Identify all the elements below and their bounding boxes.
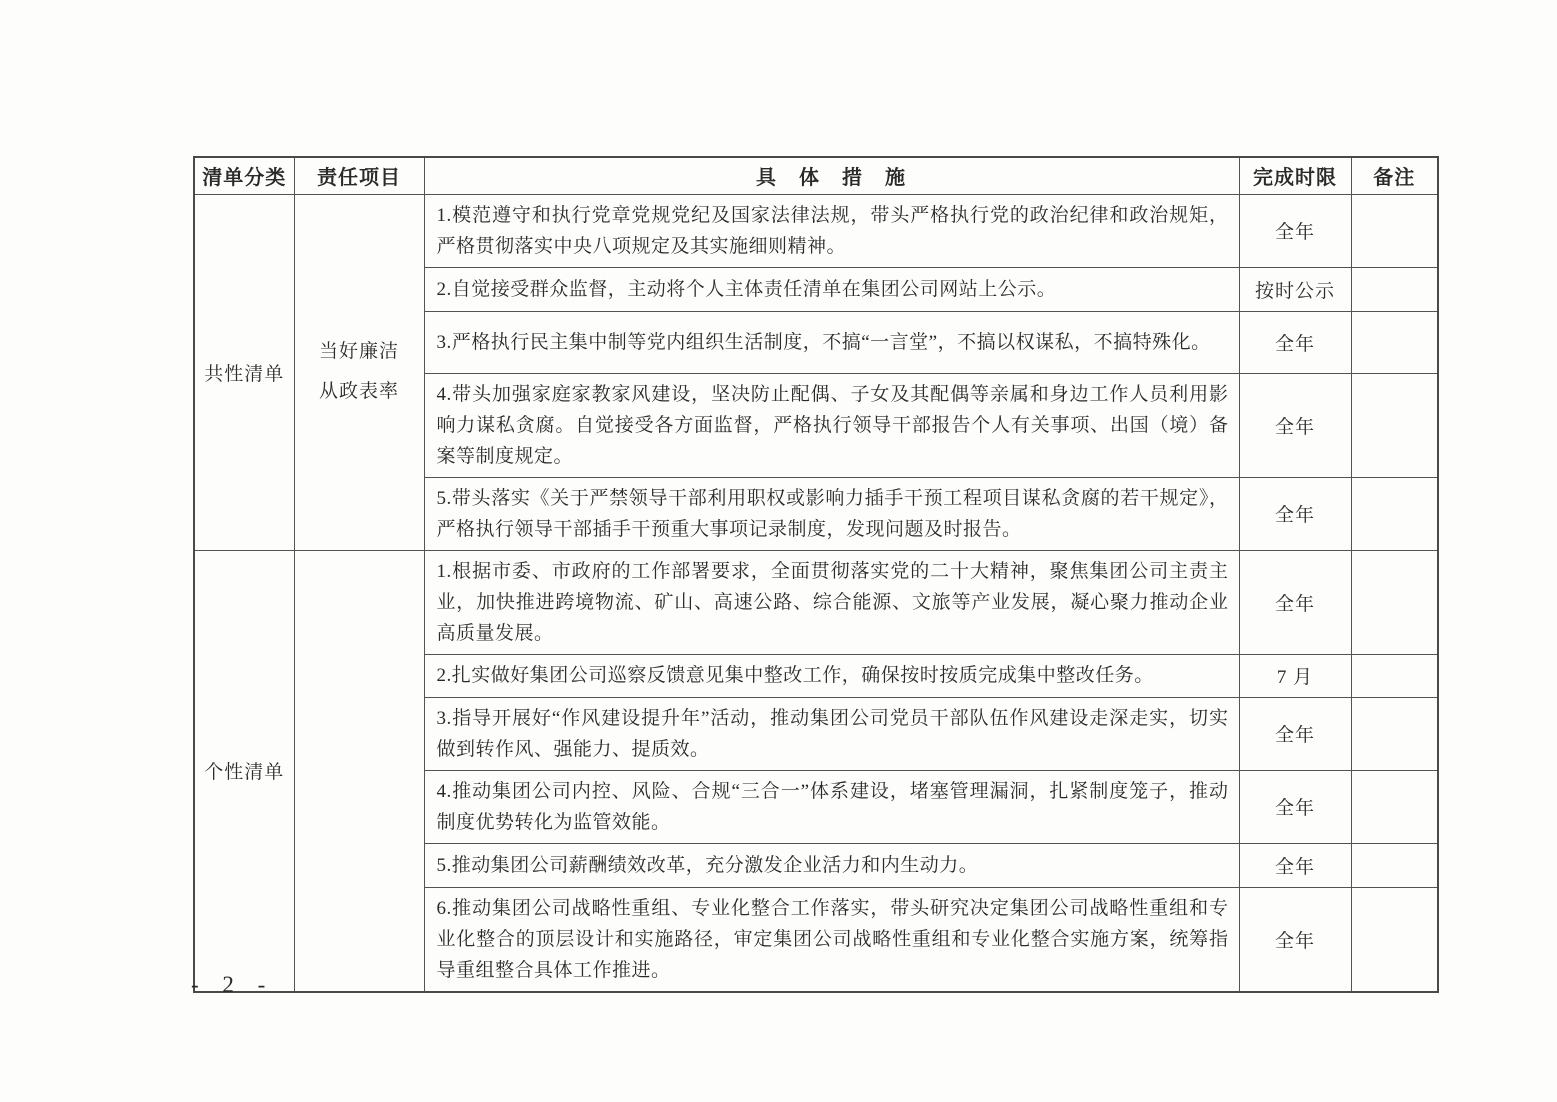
deadline-cell: 全年 [1239,697,1351,770]
measure-cell: 2.自觉接受群众监督，主动将个人主体责任清单在集团公司网站上公示。 [424,267,1239,311]
note-cell [1351,267,1438,311]
note-cell [1351,477,1438,550]
note-cell [1351,770,1438,843]
header-project: 责任项目 [294,157,424,194]
measure-cell: 2.扎实做好集团公司巡察反馈意见集中整改工作，确保按时按质完成集中整改任务。 [424,654,1239,697]
note-cell [1351,887,1438,992]
header-measures: 具 体 措 施 [424,157,1239,194]
responsibility-table [193,156,1439,993]
table-row [194,194,1438,267]
deadline-cell: 按时公示 [1239,267,1351,311]
note-cell [1351,697,1438,770]
table-row [194,550,1438,654]
note-cell [1351,311,1438,373]
note-cell [1351,194,1438,267]
note-cell [1351,654,1438,697]
header-category: 清单分类 [194,157,294,194]
deadline-cell: 全年 [1239,770,1351,843]
measure-cell: 5.带头落实《关于严禁领导干部利用职权或影响力插手干预工程项目谋私贪腐的若干规定》，严格执行领导干部插手干预重大事项记录制度，发现问题及时报告。 [424,477,1239,550]
measure-cell: 3.严格执行民主集中制等党内组织生活制度，不搞“一言堂”，不搞以权谋私，不搞特殊化。 [424,311,1239,373]
note-cell [1351,373,1438,477]
table-header-row [194,157,1438,194]
project-cell-common [294,194,424,550]
category-cell-common: 共性清单 [194,194,294,550]
measure-cell: 3.指导开展好“作风建设提升年”活动，推动集团公司党员干部队伍作风建设走深走实，切实做到转作风、强能力、提质效。 [424,697,1239,770]
project-label: 当好廉洁从政表率 [318,341,399,402]
deadline-cell: 7 月 [1239,654,1351,697]
deadline-cell: 全年 [1239,373,1351,477]
measure-cell: 4.带头加强家庭家教家风建设，坚决防止配偶、子女及其配偶等亲属和身边工作人员利用影响力谋私贪腐。自觉接受各方面监督，严格执行领导干部报告个人有关事项、出国（境）备案等制度规定。 [424,373,1239,477]
deadline-cell: 全年 [1239,887,1351,992]
deadline-cell: 全年 [1239,550,1351,654]
header-note: 备注 [1351,157,1438,194]
page-number: - 2 - [191,972,275,997]
deadline-cell: 全年 [1239,843,1351,887]
deadline-cell: 全年 [1239,477,1351,550]
measure-cell: 5.推动集团公司薪酬绩效改革，充分激发企业活力和内生动力。 [424,843,1239,887]
header-deadline: 完成时限 [1239,157,1351,194]
category-cell-individual: 个性清单 [194,550,294,992]
note-cell [1351,843,1438,887]
measure-cell: 4.推动集团公司内控、风险、合规“三合一”体系建设，堵塞管理漏洞，扎紧制度笼子，推动制度优势转化为监管效能。 [424,770,1239,843]
project-cell-individual [294,550,424,992]
measure-cell: 1.模范遵守和执行党章党规党纪及国家法律法规，带头严格执行党的政治纪律和政治规矩，严格贯彻落实中央八项规定及其实施细则精神。 [424,194,1239,267]
deadline-cell: 全年 [1239,311,1351,373]
note-cell [1351,550,1438,654]
deadline-cell: 全年 [1239,194,1351,267]
measure-cell: 6.推动集团公司战略性重组、专业化整合工作落实，带头研究决定集团公司战略性重组和专业化整合的顶层设计和实施路径，审定集团公司战略性重组和专业化整合实施方案，统筹指导重组整合具体工作推进。 [424,887,1239,992]
measure-cell: 1.根据市委、市政府的工作部署要求，全面贯彻落实党的二十大精神，聚焦集团公司主责主业，加快推进跨境物流、矿山、高速公路、综合能源、文旅等产业发展，凝心聚力推动企业高质量发展。 [424,550,1239,654]
